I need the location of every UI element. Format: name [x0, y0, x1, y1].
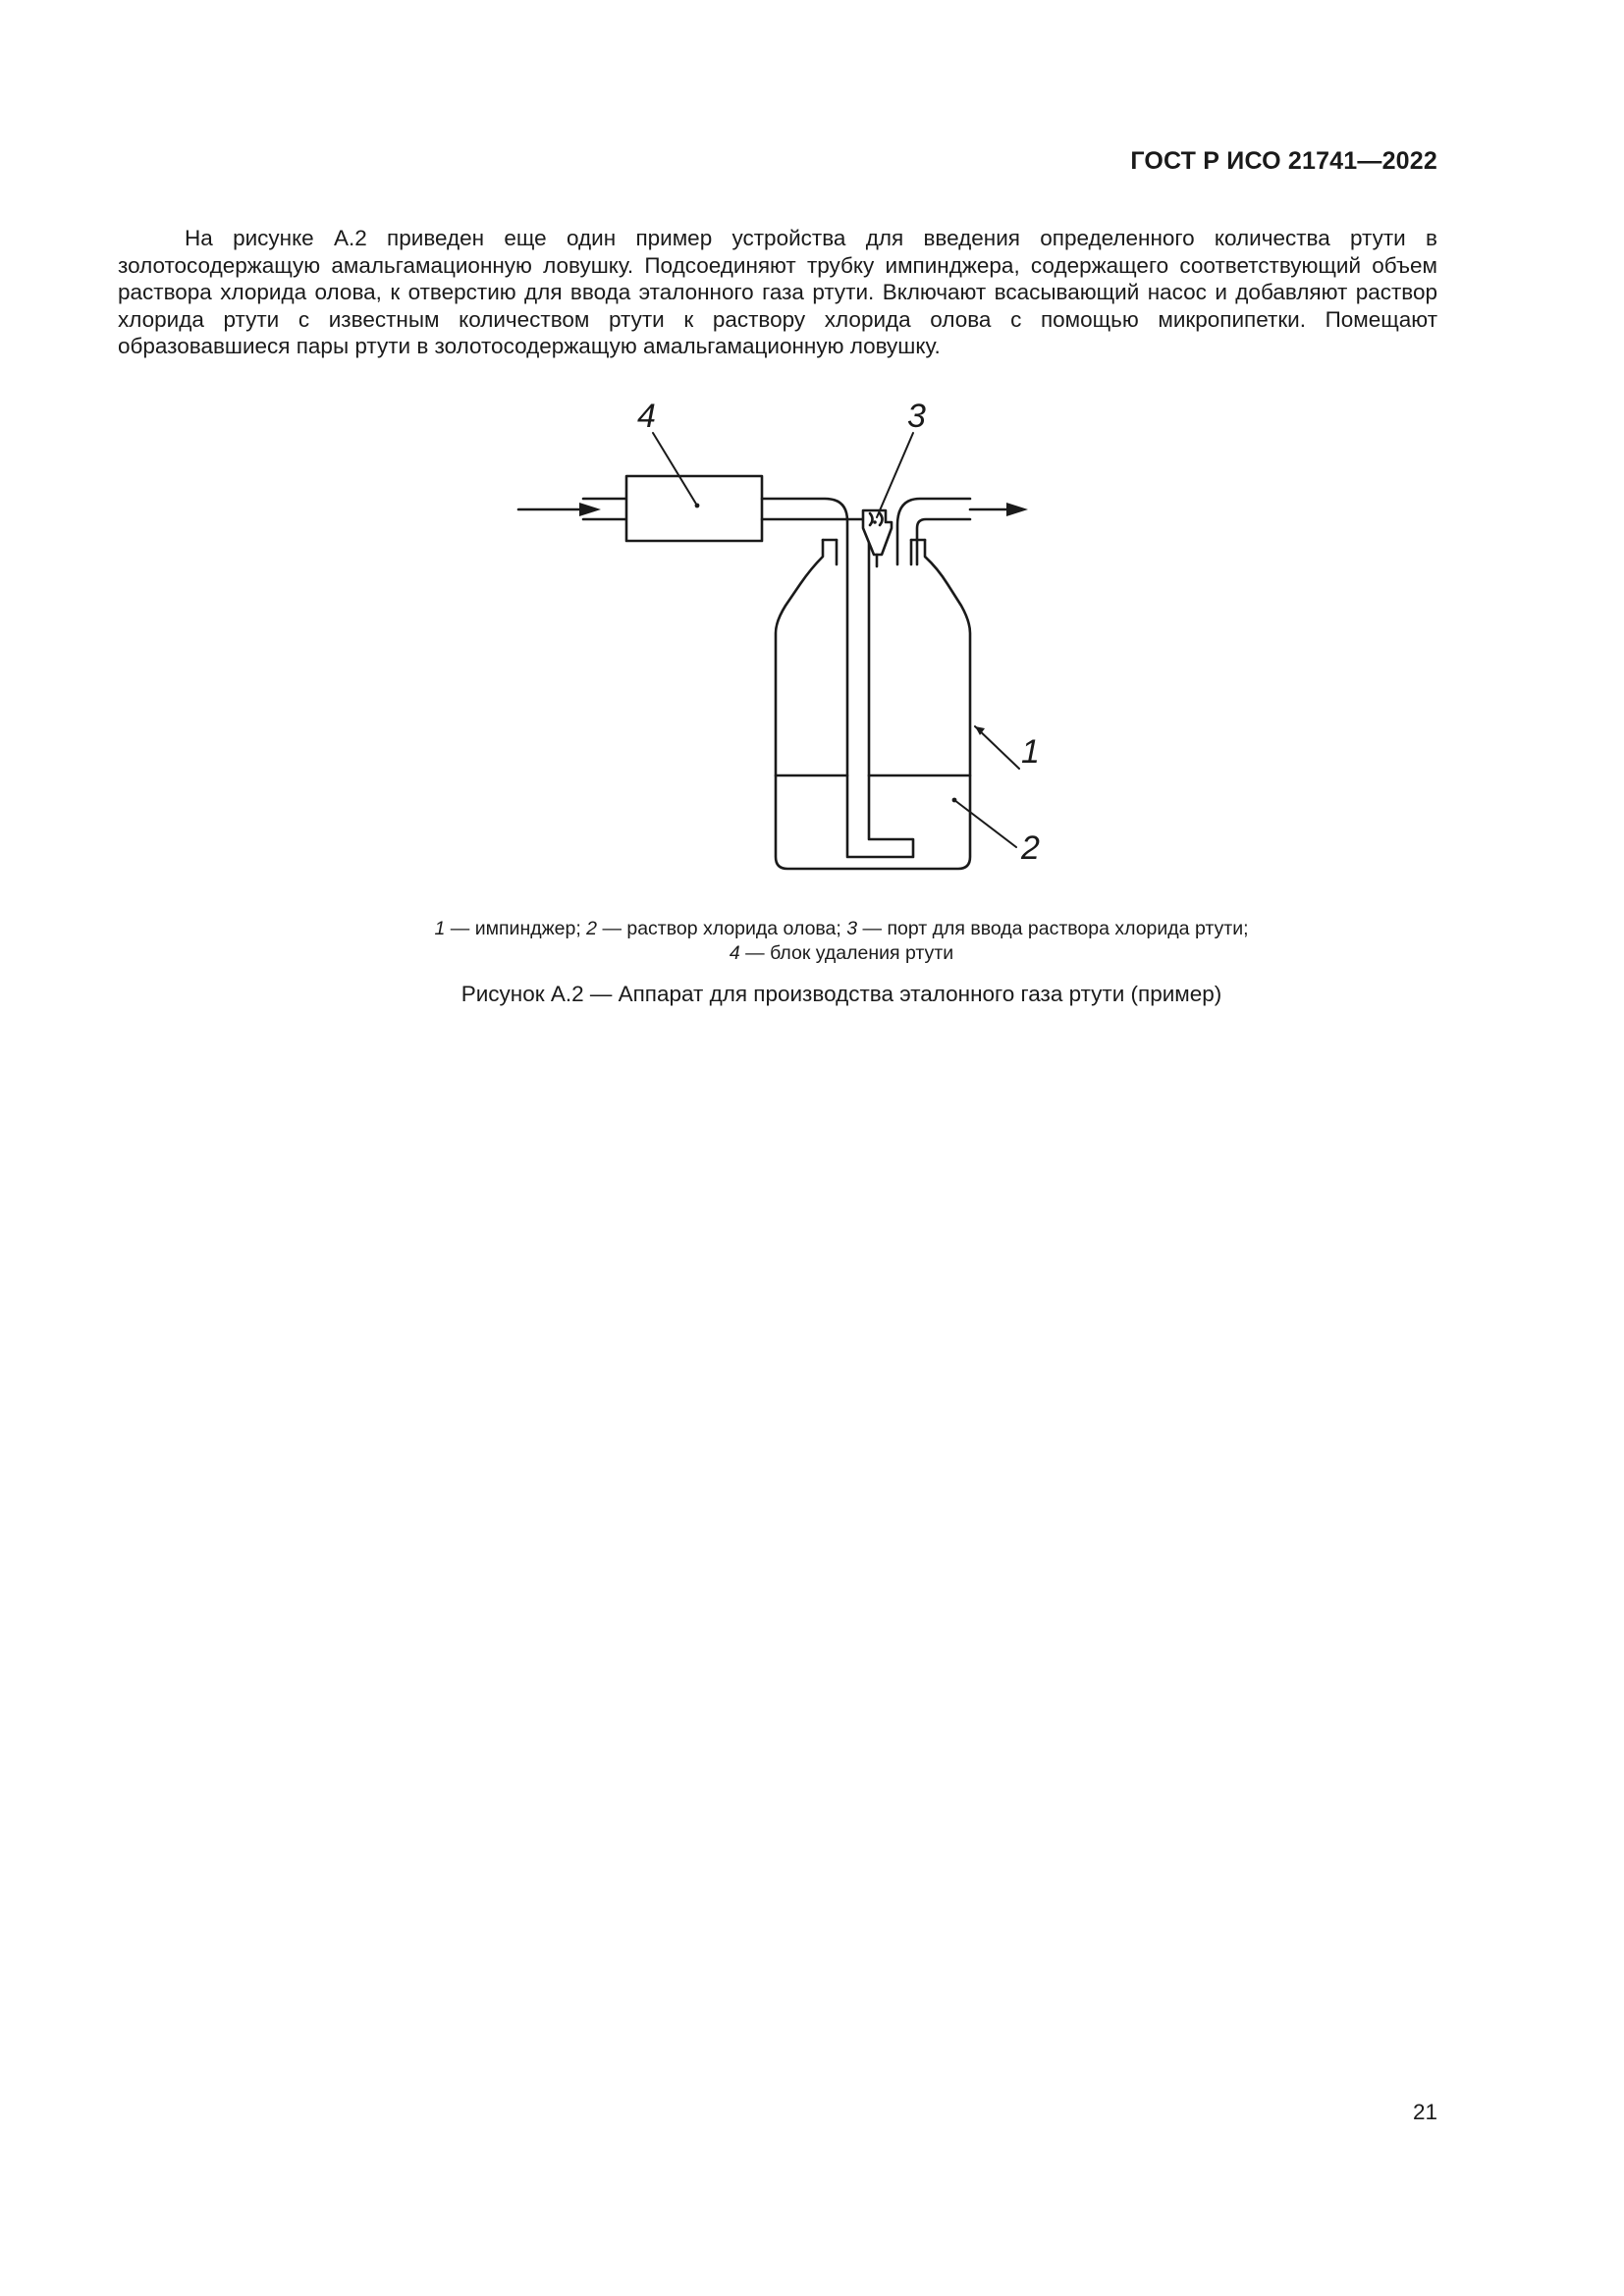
legend-key-2: 2	[586, 918, 598, 939]
label-4: 4	[637, 398, 656, 435]
apparatus-figure	[501, 388, 1051, 898]
legend-key-3: 3	[846, 918, 858, 939]
injection-port	[863, 510, 892, 566]
apparatus-diagram	[501, 388, 1051, 898]
body-paragraph: На рисунке А.2 приведен еще один пример устройства для введения определенного количества ртути в золотосодержащую амальгамационную ловушку. Подсоединяют трубку импинджера, содержащего соответствующий объем раствора хлорида олова, к отверстию для ввода эталонного газа ртути. Включают всасывающий насос и добавляют раствор хлорида ртути с известным количеством ртути к раствору хлорида олова с помощью микропипетки. Помещают образовавшиеся пары ртути в золотосодержащую амальгамационную ловушку.	[118, 226, 1437, 358]
label-2: 2	[1021, 829, 1040, 867]
legend-line-2	[29, 941, 1624, 966]
label-3: 3	[907, 398, 926, 435]
mercury-removal-block	[626, 476, 762, 541]
inlet-arrow	[518, 503, 601, 516]
figure-legend	[29, 917, 1624, 966]
legend-text-1: — импинджер;	[445, 918, 587, 939]
page-number: 21	[1412, 2100, 1437, 2124]
label-1: 1	[1021, 733, 1040, 771]
legend-line-1	[29, 917, 1624, 941]
legend-key-4: 4	[729, 942, 740, 964]
legend-text-2: — раствор хлорида олова;	[597, 918, 847, 939]
legend-text-3: — порт для ввода раствора хлорида ртути;	[857, 918, 1249, 939]
standard-header: ГОСТ Р ИСО 21741—2022	[1130, 147, 1437, 175]
outlet-arrow	[970, 503, 1028, 516]
outlet-tube	[897, 499, 970, 564]
impinger-bottle	[776, 540, 970, 869]
legend-text-4: — блок удаления ртути	[739, 942, 954, 964]
figure-caption: Рисунок А.2 — Аппарат для производства эталонного газа ртути (пример)	[460, 982, 1222, 1006]
legend-key-1: 1	[434, 918, 446, 939]
